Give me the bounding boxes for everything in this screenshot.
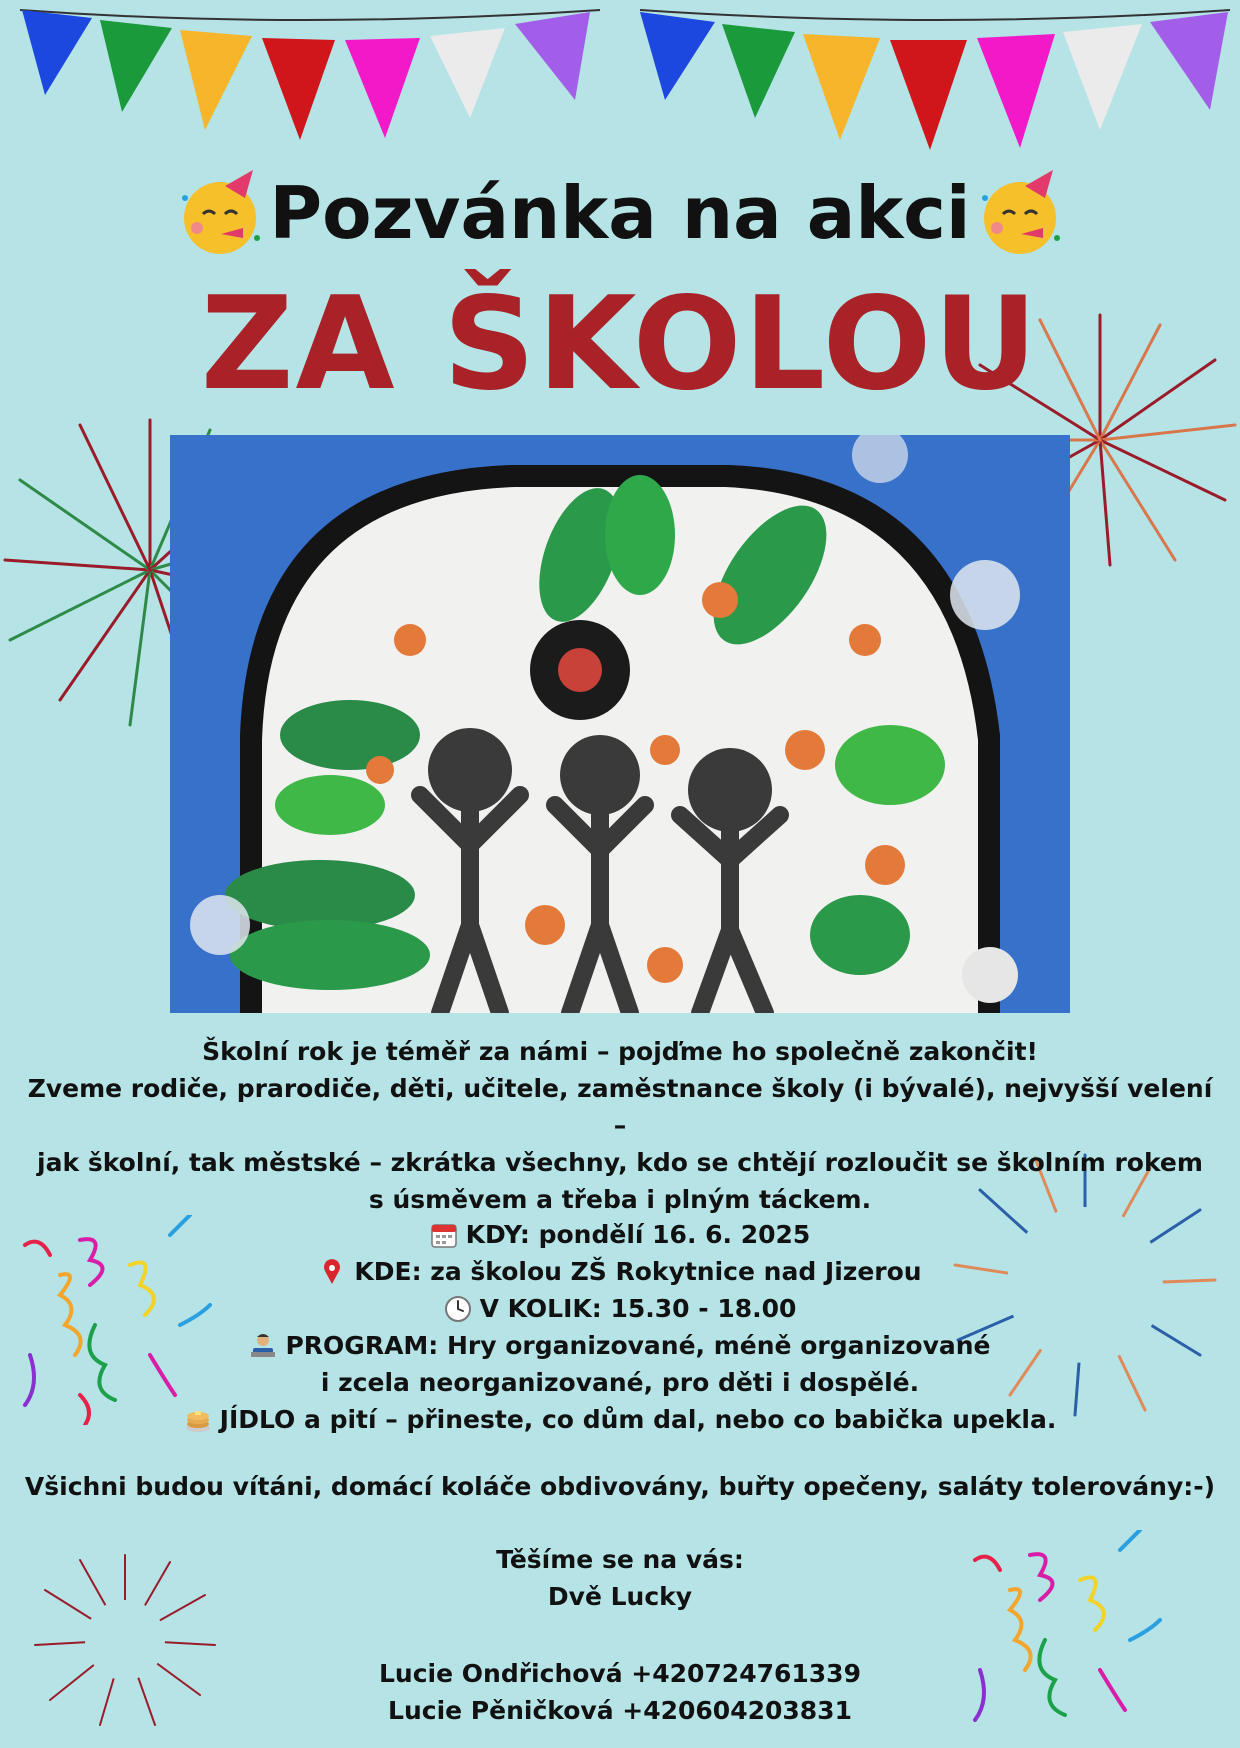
- detail-program: [20, 1327, 1220, 1364]
- contact-line: Lucie Ondřichová +420724761339: [379, 1659, 861, 1688]
- program-text: PROGRAM: Hry organizované, méně organizované: [285, 1331, 991, 1360]
- party-face-icon: [175, 168, 265, 258]
- heading: [0, 168, 1240, 258]
- pancakes-icon: [184, 1406, 212, 1434]
- closing-text: Všichni budou vítáni, domácí koláče obdivovány, buřty opečeny, saláty tolerovány:-): [24, 1472, 1216, 1501]
- child-painting-image: [170, 435, 1070, 1013]
- signoff-name: Dvě Lucky: [547, 1582, 693, 1611]
- detail-time: [20, 1290, 1220, 1327]
- bunting-decoration: [0, 0, 1240, 160]
- technologist-icon: [249, 1332, 277, 1360]
- contacts: [20, 1655, 1220, 1729]
- heading-text: Pozvánka na akci: [269, 171, 971, 255]
- intro-line: Zveme rodiče, prarodiče, děti, učitele, zaměstnance školy (i bývalé), nejvyšší velení –: [27, 1074, 1213, 1140]
- time-text: V KOLIK: 15.30 - 18.00: [479, 1294, 797, 1323]
- detail-program-cont: [20, 1364, 1220, 1401]
- intro-line: s úsměvem a třeba i plným táckem.: [368, 1185, 872, 1214]
- calendar-icon: [430, 1221, 458, 1249]
- signoff-line: Těšíme se na vás:: [496, 1545, 744, 1574]
- detail-when: [20, 1216, 1220, 1253]
- when-text: KDY: pondělí 16. 6. 2025: [465, 1220, 811, 1249]
- detail-food: [20, 1401, 1220, 1438]
- clock-icon: [444, 1295, 472, 1323]
- signoff: [20, 1541, 1220, 1615]
- food-text: JÍDLO a pití – přineste, co dům dal, nebo co babička upekla.: [219, 1405, 1057, 1434]
- program-text-cont: i zcela neorganizované, pro děti i dospělé.: [320, 1368, 920, 1397]
- intro-line: Školní rok je téměř za námi – pojďme ho společně zakončit!: [202, 1037, 1038, 1066]
- intro-text: [20, 1033, 1220, 1218]
- contact-line: Lucie Pěničková +420604203831: [388, 1696, 852, 1725]
- party-face-icon: [975, 168, 1065, 258]
- pin-icon: [318, 1258, 346, 1286]
- where-text: KDE: za školou ZŠ Rokytnice nad Jizerou: [354, 1257, 922, 1286]
- event-details: [20, 1216, 1220, 1438]
- detail-where: [20, 1253, 1220, 1290]
- intro-line: jak školní, tak městské – zkrátka všechny, kdo se chtějí rozloučit se školním rokem: [37, 1148, 1203, 1177]
- event-title: ZA ŠKOLOU: [200, 270, 1040, 419]
